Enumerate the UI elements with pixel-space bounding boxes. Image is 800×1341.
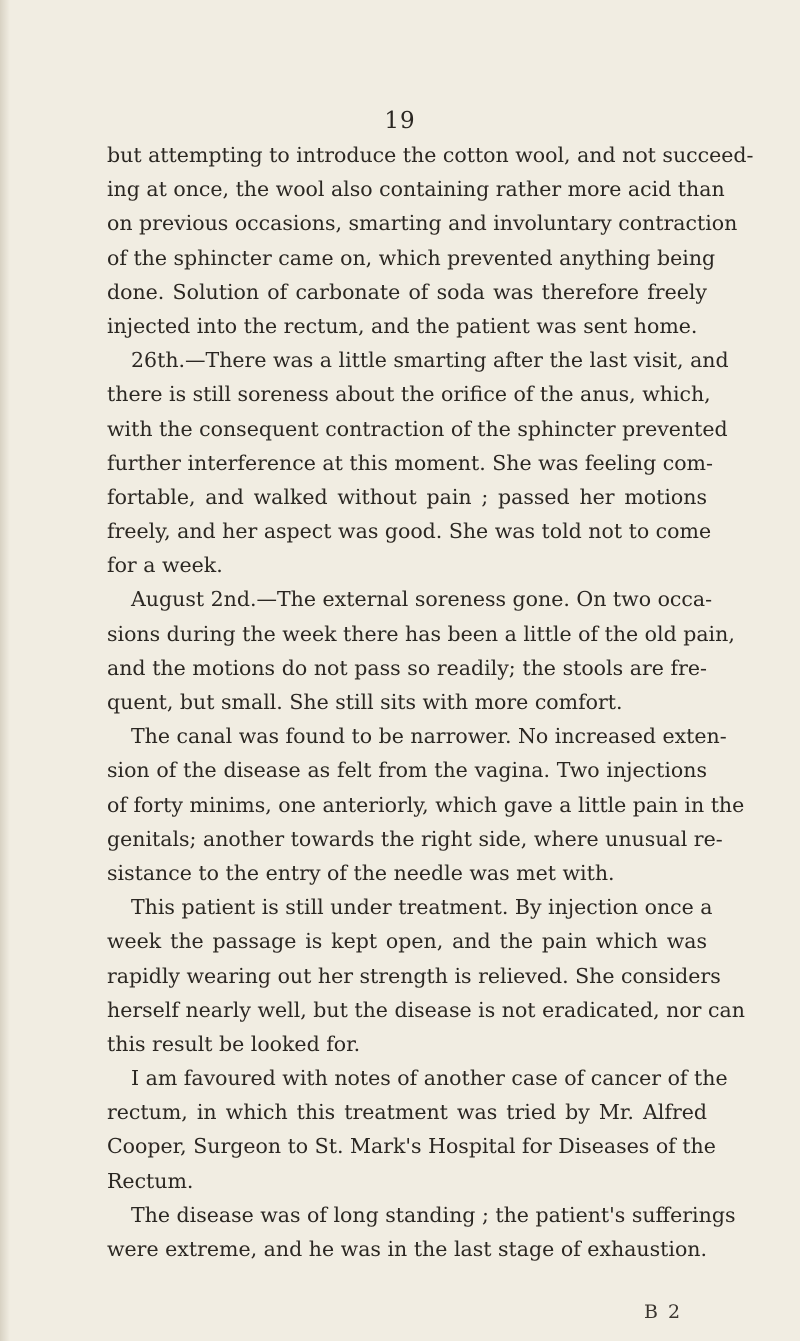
text-line-content: of the sphincter came on, which prevented anything being xyxy=(107,245,716,270)
text-line xyxy=(107,377,711,411)
text-line xyxy=(107,1164,707,1198)
text-line-content: injected into the rectum, and the patient was sent home. xyxy=(107,313,698,338)
signature-mark: B 2 xyxy=(644,1301,683,1323)
text-line-content: quent, but small. She still sits with more comfort. xyxy=(107,690,623,714)
text-line-content: sions during the week there has been a little of the old pain, xyxy=(107,621,735,646)
text-line xyxy=(107,617,735,651)
text-line-content: fortable, and walked without pain ; passed her motions xyxy=(107,484,707,509)
text-line-content: herself nearly well, but the disease is not eradicated, nor can xyxy=(107,997,745,1022)
text-line-content: 26th.—There was a little smarting after the last visit, and xyxy=(131,348,729,373)
text-line xyxy=(107,275,707,309)
text-line xyxy=(107,890,713,924)
text-line xyxy=(107,241,716,275)
text-line xyxy=(107,548,707,582)
text-line xyxy=(107,412,728,446)
text-line-content: The disease was of long standing ; the patient's sufferings xyxy=(131,1202,736,1227)
text-line xyxy=(107,959,721,993)
text-line xyxy=(107,856,707,890)
text-line-content: with the consequent contraction of the sphincter prevented xyxy=(107,416,728,441)
text-line xyxy=(107,480,707,514)
text-line-content: genitals; another towards the right side, where unusual re- xyxy=(107,826,723,851)
page-number: 19 xyxy=(384,108,416,134)
text-line-content: The canal was found to be narrower. No increased exten- xyxy=(131,724,727,749)
text-line xyxy=(107,1129,716,1163)
text-line xyxy=(107,206,738,240)
text-line xyxy=(107,1061,728,1095)
text-line xyxy=(107,753,707,787)
text-line xyxy=(107,1232,707,1266)
text-line-content: and the motions do not pass so readily; the stools are fre- xyxy=(107,655,707,680)
text-line-content: Rectum. xyxy=(107,1168,194,1193)
text-line-content: done. Solution of carbonate of soda was therefore freely xyxy=(107,279,707,304)
text-line xyxy=(107,1198,736,1232)
text-line-content: sion of the disease as felt from the vagina. Two injections xyxy=(107,758,707,783)
text-line xyxy=(107,1027,707,1061)
page-edge-shadow xyxy=(0,0,10,1341)
text-line-content: This patient is still under treatment. By injection once a xyxy=(131,895,713,920)
text-line xyxy=(107,138,754,172)
text-line-content: freely, and her aspect was good. She was told not to come xyxy=(107,519,712,544)
body-text xyxy=(107,138,754,1266)
text-line-content: I am favoured with notes of another case of cancer of the xyxy=(131,1066,728,1091)
text-line xyxy=(107,719,727,753)
text-line xyxy=(107,924,707,958)
text-line-content: this result be looked for. xyxy=(107,1031,361,1056)
text-line xyxy=(107,446,713,480)
text-line xyxy=(107,582,713,616)
text-line xyxy=(107,822,723,856)
text-line-content: Cooper, Surgeon to St. Mark's Hospital for Diseases of the xyxy=(107,1134,716,1159)
text-line-content: rapidly wearing out her strength is relieved. She considers xyxy=(107,963,721,988)
text-line-content: ing at once, the wool also containing rather more acid than xyxy=(107,177,725,202)
text-line-content: for a week. xyxy=(107,553,223,578)
text-line-content: sistance to the entry of the needle was met with. xyxy=(107,860,615,885)
text-line-content: further interference at this moment. She was feeling com- xyxy=(107,450,713,475)
text-line-content: rectum, in which this treatment was tried by Mr. Alfred xyxy=(107,1100,707,1125)
text-line xyxy=(107,514,712,548)
text-line xyxy=(107,685,707,719)
text-line-content: on previous occasions, smarting and involuntary contraction xyxy=(107,211,738,236)
text-line-content: but attempting to introduce the cotton wool, and not succeed- xyxy=(107,143,754,167)
text-line xyxy=(107,788,745,822)
text-line xyxy=(107,651,707,685)
text-line xyxy=(107,309,707,343)
text-line xyxy=(107,1095,707,1129)
text-line-content: of forty minims, one anteriorly, which gave a little pain in the xyxy=(107,792,745,817)
text-line xyxy=(107,993,745,1027)
text-line-content: August 2nd.—The external soreness gone. On two occa- xyxy=(131,587,713,612)
text-line xyxy=(107,172,725,206)
text-line-content: were extreme, and he was in the last stage of exhaustion. xyxy=(107,1237,707,1261)
text-line-content: week the passage is kept open, and the pain which was xyxy=(107,929,707,954)
text-line-content: there is still soreness about the orifice of the anus, which, xyxy=(107,382,711,407)
text-line xyxy=(107,343,729,377)
